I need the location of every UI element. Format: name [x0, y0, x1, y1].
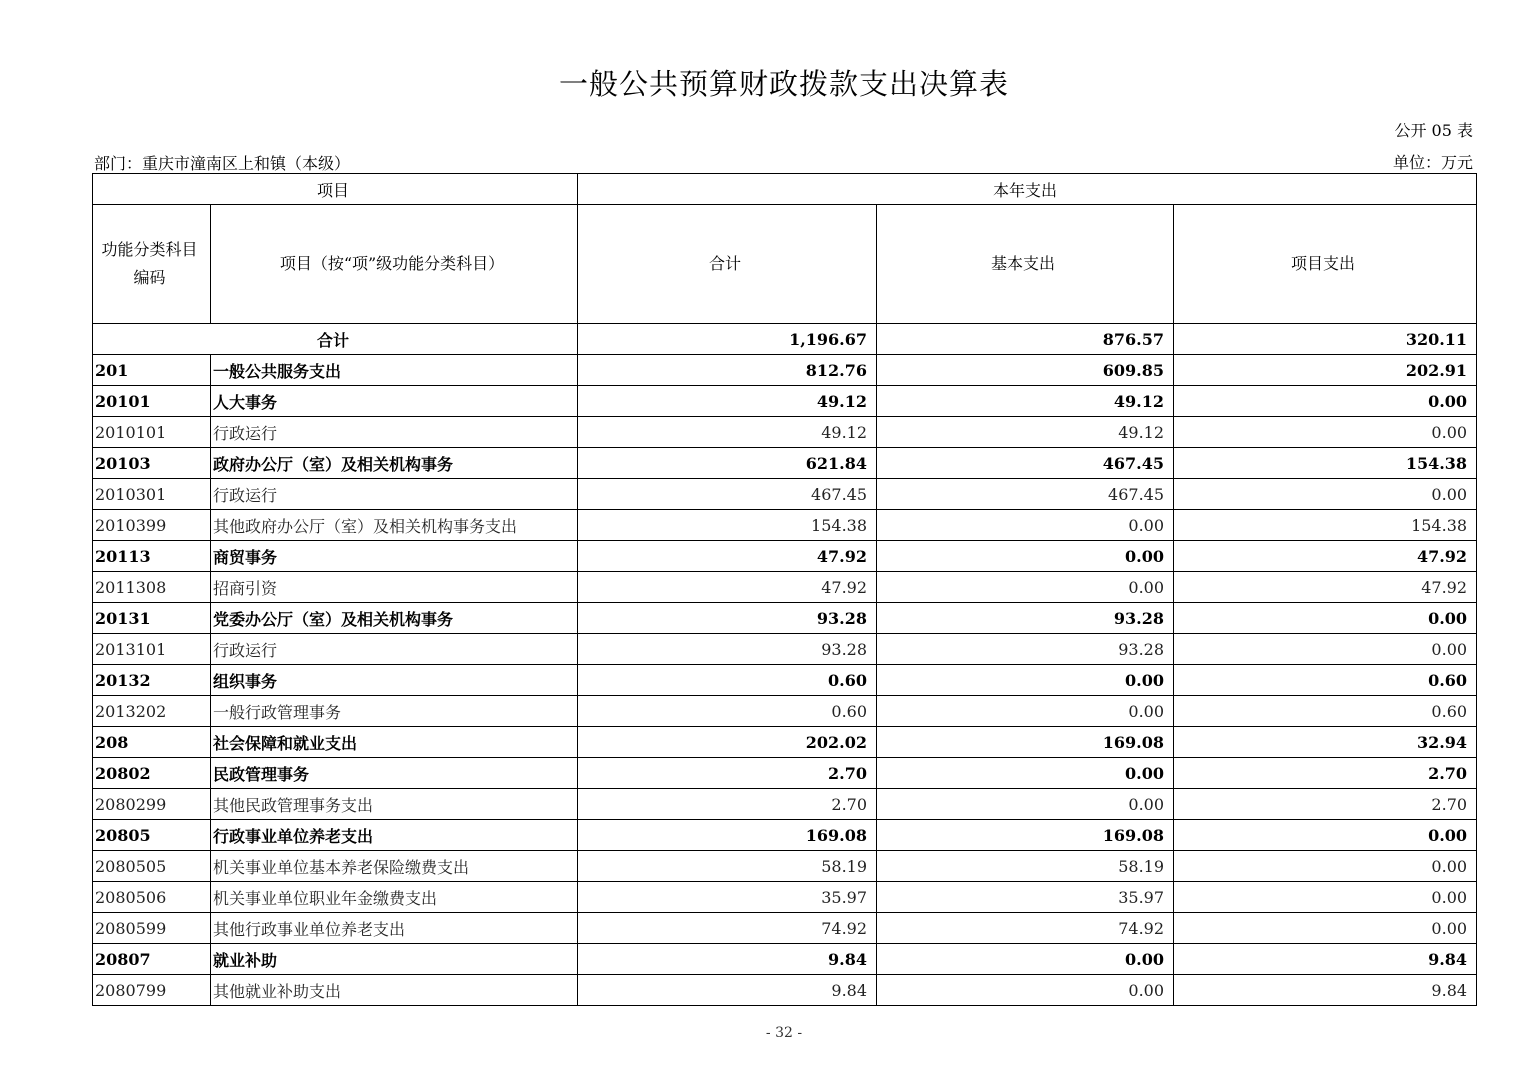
header-code	[93, 205, 211, 324]
total-row-label: 合计	[93, 324, 578, 355]
header-code-line2: 编码	[133, 268, 166, 287]
row-total: 2.70	[578, 789, 877, 820]
row-code: 2013101	[93, 634, 211, 665]
row-project: 0.00	[1174, 634, 1477, 665]
row-total: 812.76	[578, 355, 877, 386]
department-label: 部门：重庆市潼南区上和镇（本级）	[94, 154, 351, 173]
row-project: 154.38	[1174, 448, 1477, 479]
row-basic: 0.00	[877, 975, 1174, 1006]
row-basic: 58.19	[877, 851, 1174, 882]
row-code: 2080599	[93, 913, 211, 944]
table-row	[93, 634, 1477, 665]
row-total: 467.45	[578, 479, 877, 510]
row-project: 154.38	[1174, 510, 1477, 541]
row-name: 招商引资	[211, 572, 578, 603]
row-name: 其他就业补助支出	[211, 975, 578, 1006]
row-name: 行政运行	[211, 417, 578, 448]
row-project: 0.00	[1174, 479, 1477, 510]
table-row	[93, 758, 1477, 789]
row-code: 2011308	[93, 572, 211, 603]
header-project: 项目支出	[1174, 205, 1477, 324]
row-code: 2010301	[93, 479, 211, 510]
table-row	[93, 510, 1477, 541]
row-code: 201	[93, 355, 211, 386]
row-project: 0.00	[1174, 913, 1477, 944]
row-basic: 93.28	[877, 634, 1174, 665]
table-row	[93, 572, 1477, 603]
row-name: 就业补助	[211, 944, 578, 975]
total-row-total: 1,196.67	[578, 324, 877, 355]
row-code: 20113	[93, 541, 211, 572]
row-total: 93.28	[578, 603, 877, 634]
table-row	[93, 541, 1477, 572]
row-name: 行政运行	[211, 634, 578, 665]
row-total: 49.12	[578, 417, 877, 448]
row-code: 2080505	[93, 851, 211, 882]
row-total: 58.19	[578, 851, 877, 882]
table-row	[93, 975, 1477, 1006]
row-basic: 467.45	[877, 479, 1174, 510]
header-total: 合计	[578, 205, 877, 324]
row-basic: 93.28	[877, 603, 1174, 634]
row-code: 20802	[93, 758, 211, 789]
row-total: 2.70	[578, 758, 877, 789]
row-code: 2080506	[93, 882, 211, 913]
table-row	[93, 913, 1477, 944]
row-name: 商贸事务	[211, 541, 578, 572]
row-basic: 74.92	[877, 913, 1174, 944]
row-project: 0.60	[1174, 665, 1477, 696]
row-code: 2013202	[93, 696, 211, 727]
table-row	[93, 665, 1477, 696]
row-project: 2.70	[1174, 758, 1477, 789]
row-basic: 169.08	[877, 727, 1174, 758]
header-item-name: 项目（按“项”级功能分类科目）	[211, 205, 578, 324]
row-project: 0.00	[1174, 603, 1477, 634]
page-title: 一般公共预算财政拨款支出决算表	[558, 67, 1009, 101]
row-basic: 0.00	[877, 944, 1174, 975]
header-basic: 基本支出	[877, 205, 1174, 324]
form-number: 公开 05 表	[1394, 121, 1473, 140]
row-basic: 0.00	[877, 541, 1174, 572]
row-basic: 0.00	[877, 665, 1174, 696]
row-total: 47.92	[578, 541, 877, 572]
table-row	[93, 386, 1477, 417]
row-total: 154.38	[578, 510, 877, 541]
table-row	[93, 944, 1477, 975]
row-total: 0.60	[578, 696, 877, 727]
row-name: 党委办公厅（室）及相关机构事务	[211, 603, 578, 634]
row-code: 20101	[93, 386, 211, 417]
row-project: 0.00	[1174, 882, 1477, 913]
unit-label: 单位：万元	[1392, 153, 1473, 172]
row-total: 93.28	[578, 634, 877, 665]
row-total: 74.92	[578, 913, 877, 944]
table-row	[93, 479, 1477, 510]
row-name: 行政运行	[211, 479, 578, 510]
row-basic: 0.00	[877, 510, 1174, 541]
header-row-2	[93, 205, 1477, 324]
page-number: - 32 -	[765, 1025, 803, 1041]
row-name: 其他政府办公厅（室）及相关机构事务支出	[211, 510, 578, 541]
row-project: 0.00	[1174, 851, 1477, 882]
row-name: 行政事业单位养老支出	[211, 820, 578, 851]
table-row	[93, 727, 1477, 758]
row-name: 政府办公厅（室）及相关机构事务	[211, 448, 578, 479]
row-project: 0.00	[1174, 417, 1477, 448]
row-name: 机关事业单位职业年金缴费支出	[211, 882, 578, 913]
row-name: 民政管理事务	[211, 758, 578, 789]
row-project: 32.94	[1174, 727, 1477, 758]
table-row	[93, 448, 1477, 479]
row-total: 9.84	[578, 944, 877, 975]
row-total: 621.84	[578, 448, 877, 479]
total-row-project: 320.11	[1174, 324, 1477, 355]
row-basic: 169.08	[877, 820, 1174, 851]
row-project: 9.84	[1174, 944, 1477, 975]
row-project: 47.92	[1174, 541, 1477, 572]
header-row-1	[93, 174, 1477, 205]
row-code: 20132	[93, 665, 211, 696]
table-row	[93, 851, 1477, 882]
row-name: 人大事务	[211, 386, 578, 417]
row-name: 一般公共服务支出	[211, 355, 578, 386]
table-row	[93, 355, 1477, 386]
row-basic: 0.00	[877, 696, 1174, 727]
row-total: 49.12	[578, 386, 877, 417]
row-code: 20131	[93, 603, 211, 634]
row-name: 机关事业单位基本养老保险缴费支出	[211, 851, 578, 882]
total-row-basic: 876.57	[877, 324, 1174, 355]
total-row	[93, 324, 1477, 355]
row-total: 9.84	[578, 975, 877, 1006]
row-code: 208	[93, 727, 211, 758]
row-basic: 35.97	[877, 882, 1174, 913]
row-project: 0.60	[1174, 696, 1477, 727]
row-total: 202.02	[578, 727, 877, 758]
table-row	[93, 696, 1477, 727]
row-project: 0.00	[1174, 820, 1477, 851]
row-basic: 0.00	[877, 572, 1174, 603]
row-project: 0.00	[1174, 386, 1477, 417]
row-basic: 467.45	[877, 448, 1174, 479]
row-basic: 49.12	[877, 386, 1174, 417]
row-name: 一般行政管理事务	[211, 696, 578, 727]
row-code: 20805	[93, 820, 211, 851]
row-basic: 0.00	[877, 758, 1174, 789]
row-name: 社会保障和就业支出	[211, 727, 578, 758]
row-basic: 0.00	[877, 789, 1174, 820]
row-name: 组织事务	[211, 665, 578, 696]
row-basic: 49.12	[877, 417, 1174, 448]
row-name: 其他民政管理事务支出	[211, 789, 578, 820]
header-item: 项目	[93, 174, 578, 205]
row-basic: 609.85	[877, 355, 1174, 386]
row-code: 2080799	[93, 975, 211, 1006]
table-row	[93, 882, 1477, 913]
header-current-year: 本年支出	[578, 174, 1477, 205]
table-row	[93, 820, 1477, 851]
row-code: 2010399	[93, 510, 211, 541]
table-row	[93, 789, 1477, 820]
row-total: 169.08	[578, 820, 877, 851]
expenditure-table	[92, 173, 1477, 1006]
row-project: 202.91	[1174, 355, 1477, 386]
row-project: 47.92	[1174, 572, 1477, 603]
row-total: 47.92	[578, 572, 877, 603]
header-code-line1: 功能分类科目	[101, 240, 198, 259]
table-row	[93, 603, 1477, 634]
row-code: 2010101	[93, 417, 211, 448]
row-code: 20807	[93, 944, 211, 975]
row-total: 35.97	[578, 882, 877, 913]
table-row	[93, 417, 1477, 448]
row-code: 2080299	[93, 789, 211, 820]
row-code: 20103	[93, 448, 211, 479]
row-project: 9.84	[1174, 975, 1477, 1006]
row-total: 0.60	[578, 665, 877, 696]
row-name: 其他行政事业单位养老支出	[211, 913, 578, 944]
row-project: 2.70	[1174, 789, 1477, 820]
